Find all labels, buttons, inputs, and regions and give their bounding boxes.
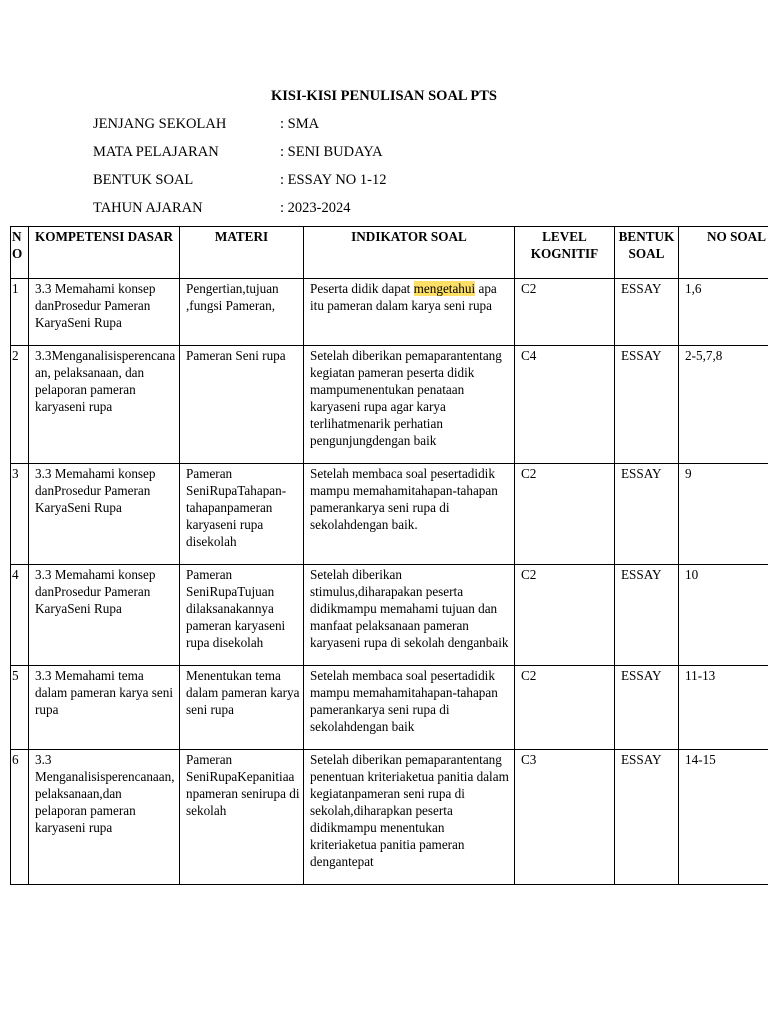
cell-kompetensi-dasar: 3.3 Memahami tema dalam pameran karya seni rupa — [29, 666, 180, 750]
cell-kompetensi-dasar: 3.3 Menganalisisperencanaan, pelaksanaan,dan pelaporan pameran karyaseni rupa — [29, 750, 180, 885]
header-bentuk-soal: BENTUK SOAL — [615, 227, 679, 279]
cell-no-soal: 1,6 — [679, 279, 768, 346]
header-materi: MATERI — [180, 227, 304, 279]
kisi-kisi-table — [10, 226, 768, 885]
cell-materi: Pengertian,tujuan ,fungsi Pameran, — [180, 279, 304, 346]
meta-value: : SMA — [280, 116, 320, 132]
meta-value: : SENI BUDAYA — [280, 144, 383, 160]
meta-label: MATA PELAJARAN — [93, 144, 219, 160]
meta-value: : 2023-2024 — [280, 200, 351, 216]
table-header-row — [11, 227, 768, 279]
table-row — [11, 750, 768, 885]
table-row — [11, 346, 768, 464]
document-title: KISI-KISI PENULISAN SOAL PTS — [270, 88, 498, 104]
table-row — [11, 666, 768, 750]
cell-bentuk-soal: ESSAY — [615, 750, 679, 885]
cell-indikator: Setelah diberikan stimulus,diharapakan peserta didikmampu memahami tujuan dan manfaat pelaksanaan pameran karyaseni rupa di sekolah denganbaik — [304, 565, 515, 666]
cell-level-kognitif: C3 — [515, 750, 615, 885]
cell-materi: Pameran SeniRupaTahapan-tahapanpameran karyaseni rupa disekolah — [180, 464, 304, 565]
meta-label: BENTUK SOAL — [93, 172, 194, 188]
table-row — [11, 464, 768, 565]
highlighted-word: mengetahui — [413, 281, 476, 296]
cell-no-soal: 2-5,7,8 — [679, 346, 768, 464]
cell-level-kognitif: C2 — [515, 565, 615, 666]
cell-kompetensi-dasar: 3.3 Memahami konsep danProsedur Pameran KaryaSeni Rupa — [29, 279, 180, 346]
indikator-text: Peserta didik dapat — [310, 281, 414, 296]
cell-no: 6 — [11, 750, 29, 885]
cell-indikator: Setelah diberikan pemaparantentang penentuan kriteriaketua panitia dalam kegiatanpameran seni rupa di sekolah,diharapkan peserta didikmampu menentukan kriteriaketua panitia pameran dengantepat — [304, 750, 515, 885]
cell-no: 4 — [11, 565, 29, 666]
header-no: NO — [11, 227, 29, 279]
cell-bentuk-soal: ESSAY — [615, 666, 679, 750]
header-level-kognitif: LEVEL KOGNITIF — [515, 227, 615, 279]
cell-no-soal: 10 — [679, 565, 768, 666]
cell-level-kognitif: C2 — [515, 464, 615, 565]
indikator-text: apa itu pameran dalam karya seni rupa — [310, 281, 497, 313]
cell-materi: Pameran SeniRupaKepanitiaanpameran senirupa di sekolah — [180, 750, 304, 885]
cell-no-soal: 9 — [679, 464, 768, 565]
cell-kompetensi-dasar: 3.3 Memahami konsep danProsedur Pameran KaryaSeni Rupa — [29, 464, 180, 565]
header-no-soal: NO SOAL — [679, 227, 768, 279]
cell-materi: Menentukan tema dalam pameran karya seni rupa — [180, 666, 304, 750]
cell-level-kognitif: C2 — [515, 279, 615, 346]
cell-bentuk-soal: ESSAY — [615, 346, 679, 464]
cell-bentuk-soal: ESSAY — [615, 279, 679, 346]
cell-level-kognitif: C4 — [515, 346, 615, 464]
cell-indikator: Setelah membaca soal pesertadidik mampu memahamitahapan-tahapan pamerankarya seni rupa di sekolahdengan baik. — [304, 464, 515, 565]
cell-materi: Pameran SeniRupaTujuan dilaksanakannya pameran karyaseni rupa disekolah — [180, 565, 304, 666]
cell-indikator: Setelah diberikan pemaparantentang kegiatan pameran peserta didik mampumenentukan penataan karyaseni rupa agar karya terlihatmenarik perhatian pengunjungdengan baik — [304, 346, 515, 464]
cell-no: 5 — [11, 666, 29, 750]
cell-indikator: Setelah membaca soal pesertadidik mampu memahamitahapan-tahapan pamerankarya seni rupa di sekolahdengan baik — [304, 666, 515, 750]
cell-no: 2 — [11, 346, 29, 464]
meta-label: TAHUN AJARAN — [93, 200, 203, 216]
cell-kompetensi-dasar: 3.3Menganalisisperencanaan, pelaksanaan, dan pelaporan pameran karyaseni rupa — [29, 346, 180, 464]
meta-value: : ESSAY NO 1-12 — [280, 172, 387, 188]
table-row — [11, 565, 768, 666]
cell-no-soal: 11-13 — [679, 666, 768, 750]
cell-bentuk-soal: ESSAY — [615, 565, 679, 666]
cell-no-soal: 14-15 — [679, 750, 768, 885]
header-indikator-soal: INDIKATOR SOAL — [304, 227, 515, 279]
header-kompetensi-dasar: KOMPETENSI DASAR — [29, 227, 180, 279]
table-row — [11, 279, 768, 346]
cell-indikator — [304, 279, 515, 346]
cell-no: 3 — [11, 464, 29, 565]
meta-label: JENJANG SEKOLAH — [93, 116, 227, 132]
cell-materi: Pameran Seni rupa — [180, 346, 304, 464]
cell-kompetensi-dasar: 3.3 Memahami konsep danProsedur Pameran KaryaSeni Rupa — [29, 565, 180, 666]
cell-bentuk-soal: ESSAY — [615, 464, 679, 565]
cell-no: 1 — [11, 279, 29, 346]
cell-level-kognitif: C2 — [515, 666, 615, 750]
